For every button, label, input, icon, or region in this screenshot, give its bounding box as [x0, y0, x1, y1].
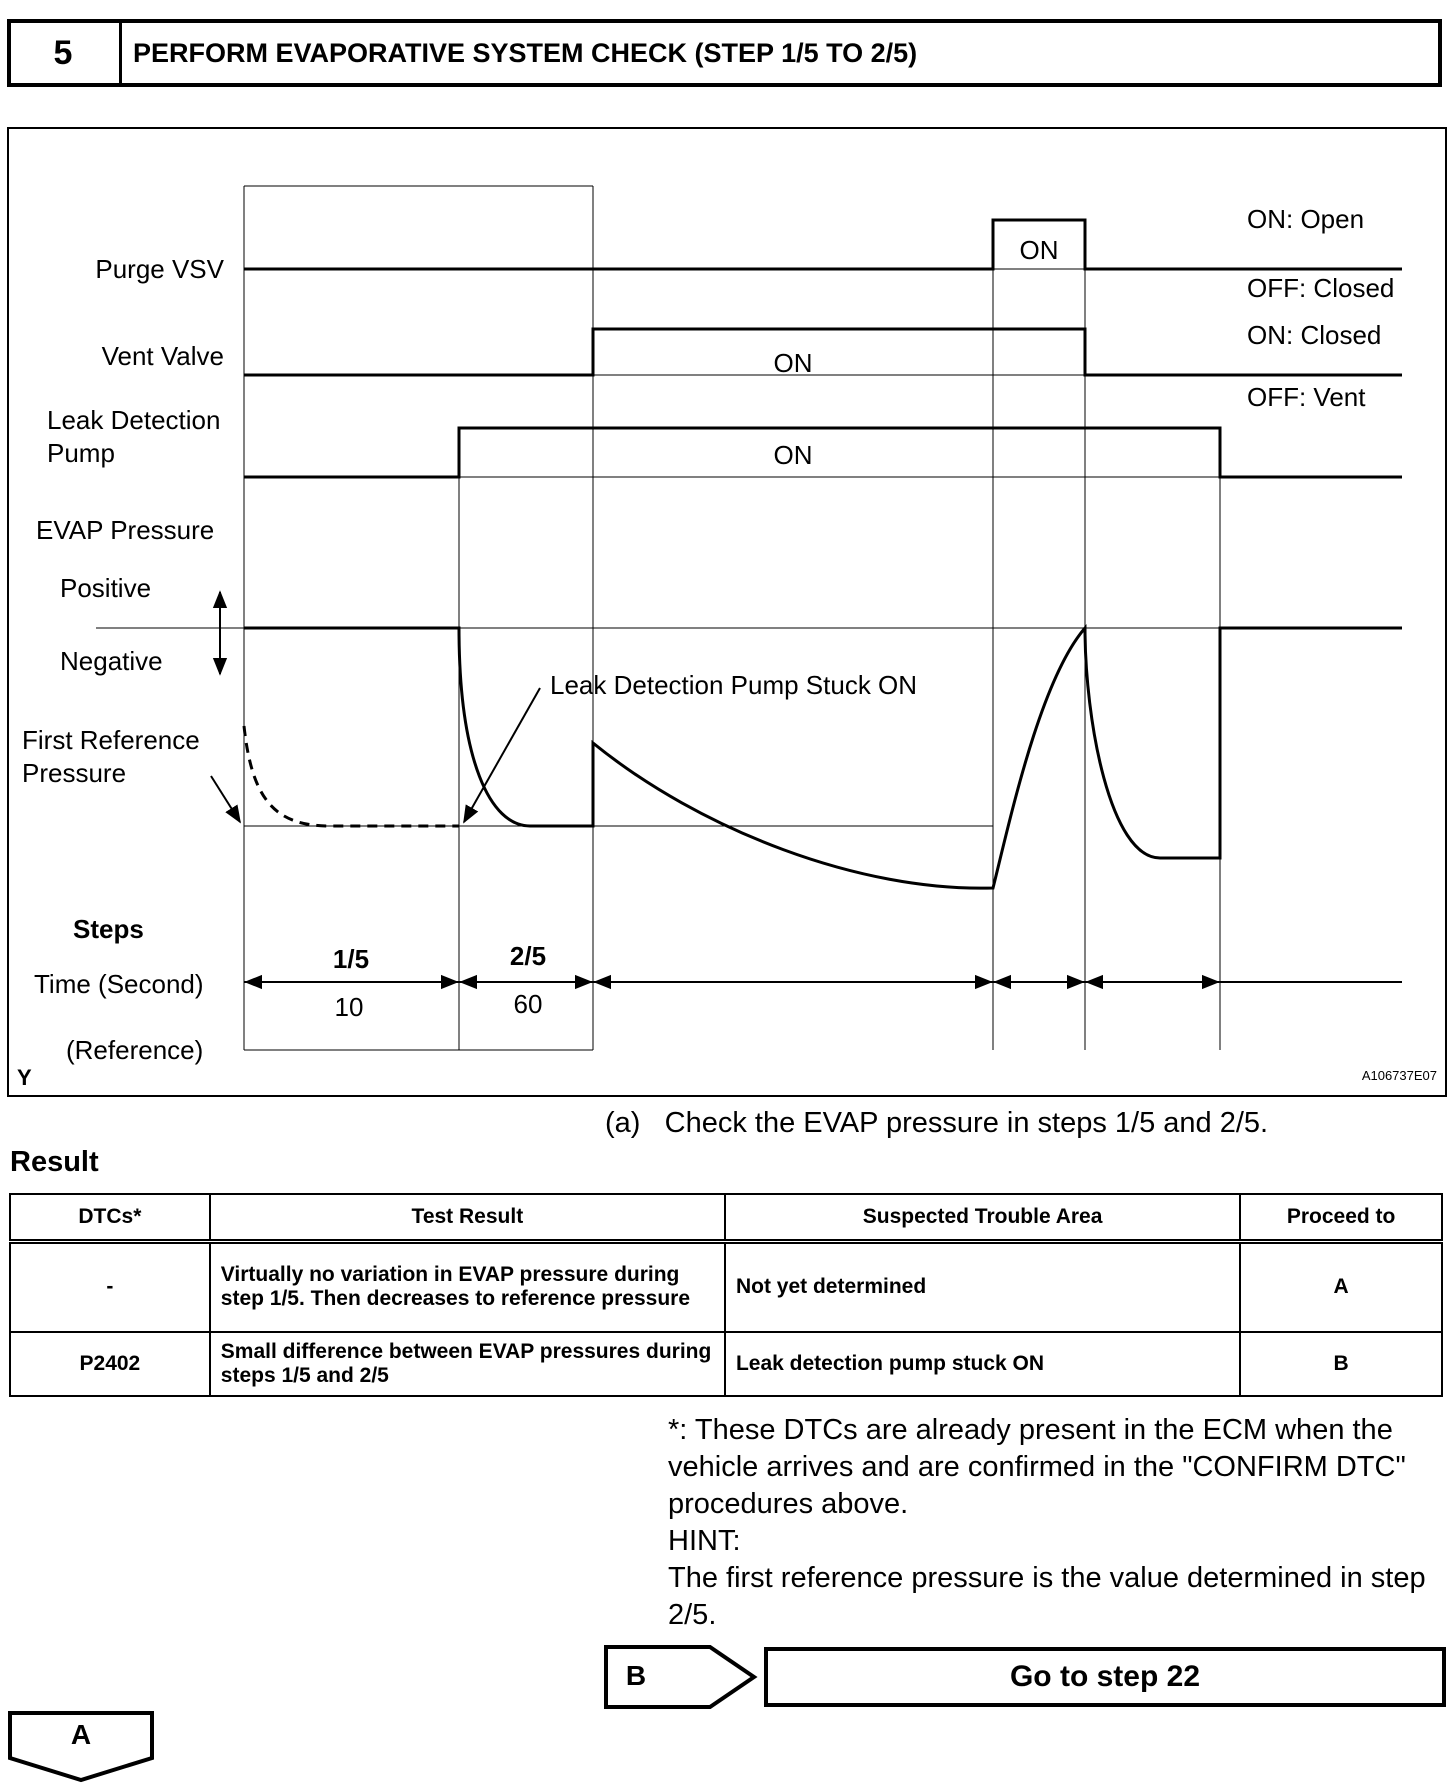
purge-on-label: ON — [1019, 235, 1059, 265]
leak-pump-signal — [244, 428, 1402, 477]
stuck-on-arrow — [464, 688, 540, 822]
instruction-marker: (a) — [605, 1107, 641, 1139]
stuck-on-curve — [244, 726, 459, 826]
table-row — [10, 1332, 1442, 1396]
column-header: Test Result — [210, 1194, 725, 1242]
first-reference-arrow — [211, 776, 240, 822]
step-2-name: 2/5 — [509, 941, 547, 971]
purge-vsv-signal — [244, 220, 1402, 269]
leak-pump-label-line2: Pump — [47, 438, 115, 468]
step-1-time: 10 — [334, 992, 364, 1022]
dtc-cell: - — [10, 1242, 210, 1332]
negative-label: Negative — [60, 646, 163, 676]
test-result-cell: Small difference between EVAP pressures during steps 1/5 and 2/5 — [210, 1332, 725, 1396]
instruction-text: Check the EVAP pressure in steps 1/5 and 2/5. — [664, 1107, 1269, 1139]
area-cell: Leak detection pump stuck ON — [725, 1332, 1240, 1396]
first-reference-label-line2: Pressure — [22, 758, 127, 788]
test-result-cell: Virtually no variation in EVAP pressure during step 1/5. Then decreases to reference pressure — [210, 1242, 725, 1332]
result-table — [9, 1193, 1443, 1397]
b-label[interactable]: B — [625, 1660, 647, 1691]
state-off-vent: OFF: Vent — [1247, 382, 1366, 412]
pump-on-label: ON — [773, 440, 813, 470]
goto-step-button[interactable]: Go to step 22 — [764, 1647, 1446, 1707]
proceed-cell: B — [1240, 1332, 1442, 1396]
step-title: PERFORM EVAPORATIVE SYSTEM CHECK (STEP 1/5 TO 2/5) — [133, 37, 918, 68]
vent-valve-label: Vent Valve — [101, 341, 224, 371]
column-header: Suspected Trouble Area — [725, 1194, 1240, 1242]
result-heading: Result — [10, 1146, 99, 1178]
step-number: 5 — [7, 19, 122, 87]
vent-on-label: ON — [773, 348, 813, 378]
reference-label: (Reference) — [66, 1035, 204, 1065]
purge-vsv-label: Purge VSV — [95, 254, 224, 284]
hint-text: The first reference pressure is the value determined in step 2/5. — [668, 1562, 1426, 1631]
evap-pressure-label: EVAP Pressure — [36, 515, 215, 545]
step-1-name: 1/5 — [332, 944, 370, 974]
column-header: Proceed to — [1240, 1194, 1442, 1242]
area-cell: Not yet determined — [725, 1242, 1240, 1332]
footnote — [668, 1412, 1448, 1634]
asterisk-note: *: These DTCs are already present in the ECM when the vehicle arrives and are confirmed in the "CONFIRM DTC" procedures above. — [668, 1414, 1406, 1520]
stuck-on-annotation: Leak Detection Pump Stuck ON — [550, 670, 918, 700]
table-row — [10, 1242, 1442, 1332]
grid-lines — [96, 186, 1402, 1050]
vent-valve-signal — [244, 329, 1402, 375]
corner-mark: Y — [17, 1065, 32, 1090]
dtc-cell: P2402 — [10, 1332, 210, 1396]
steps-label: Steps — [73, 914, 144, 944]
state-on-closed: ON: Closed — [1247, 320, 1382, 350]
a-label[interactable]: A — [70, 1719, 92, 1750]
first-reference-label-line1: First Reference — [22, 725, 200, 755]
hint-label: HINT: — [668, 1525, 741, 1557]
figure-code: A106737E07 — [1361, 1068, 1437, 1083]
column-header: DTCs* — [10, 1194, 210, 1242]
positive-label: Positive — [60, 573, 152, 603]
step-2-time: 60 — [513, 989, 543, 1019]
instruction — [605, 1107, 1268, 1140]
evap-pressure-curve — [244, 628, 1402, 888]
state-on-open: ON: Open — [1247, 204, 1365, 234]
proceed-cell: A — [1240, 1242, 1442, 1332]
time-label: Time (Second) — [34, 969, 204, 999]
state-off-closed: OFF: Closed — [1247, 273, 1395, 303]
table-header-row — [10, 1194, 1442, 1242]
leak-pump-label-line1: Leak Detection — [47, 405, 221, 435]
